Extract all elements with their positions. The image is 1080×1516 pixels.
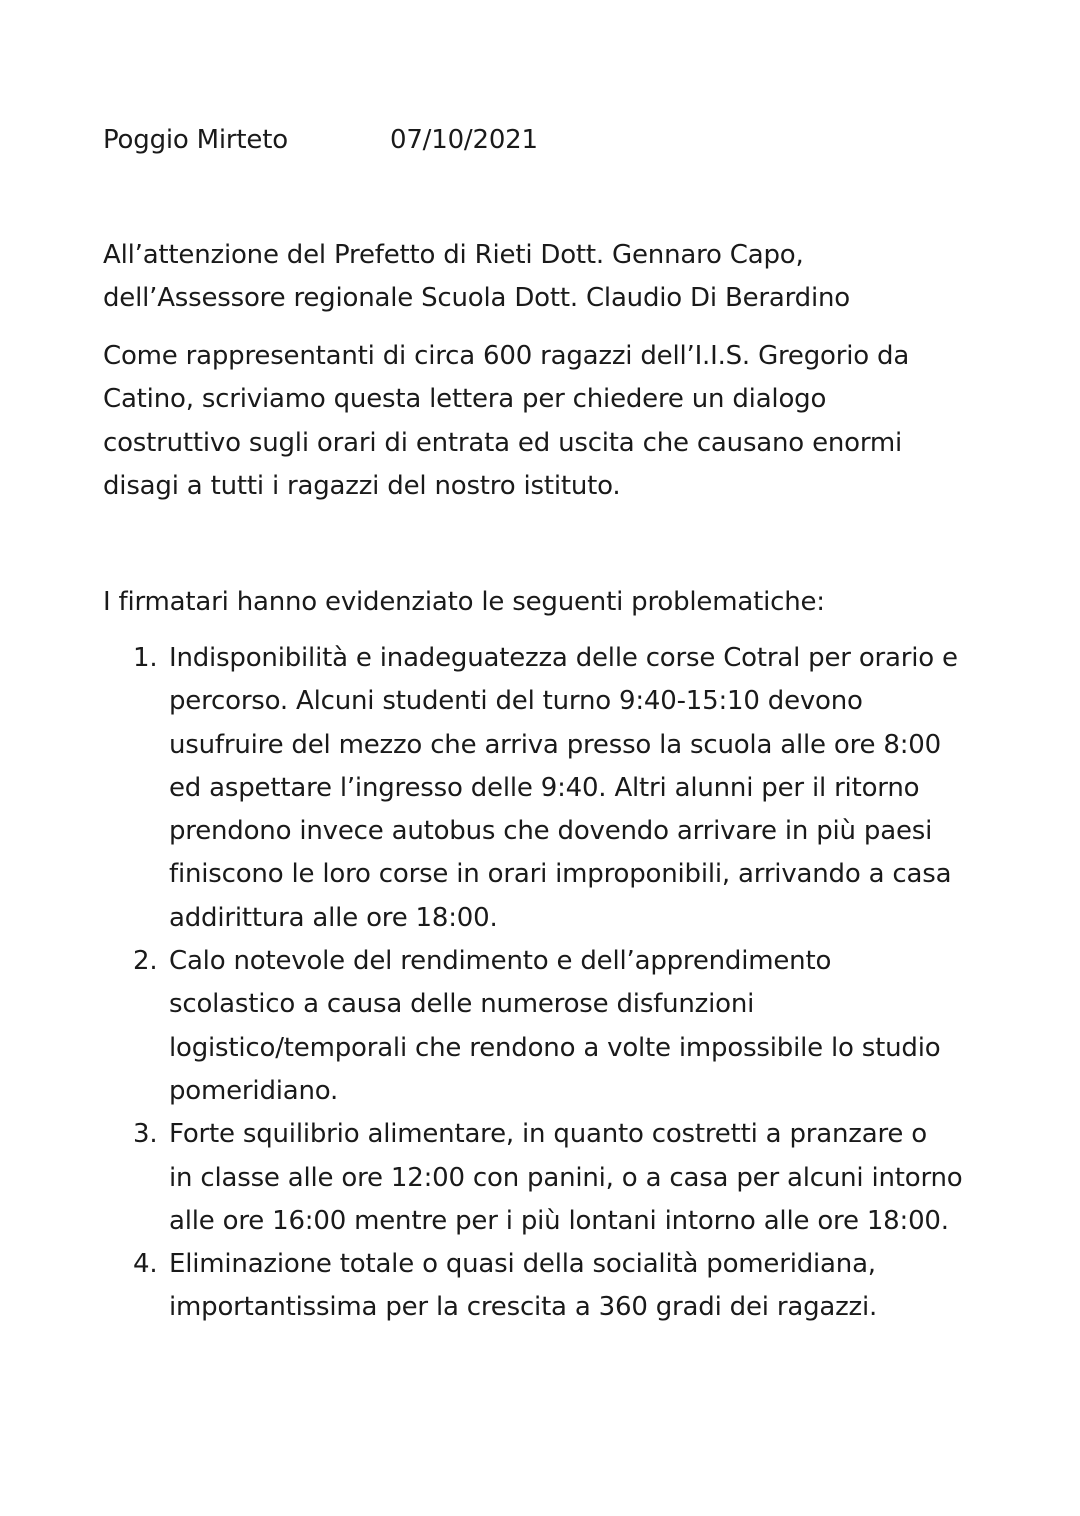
intro-line: Come rappresentanti di circa 600 ragazzi dell’I.I.S. Gregorio da xyxy=(103,341,910,371)
issues-lead: I firmatari hanno evidenziato le seguenti problematiche: xyxy=(103,587,825,617)
issue-line: alle ore 16:00 mentre per i più lontani intorno alle ore 18:00. xyxy=(169,1205,949,1236)
issue-item xyxy=(133,1243,963,1330)
issue-line: in classe alle ore 12:00 con panini, o a casa per alcuni intorno xyxy=(169,1162,963,1193)
issue-line: Forte squilibrio alimentare, in quanto costretti a pranzare o xyxy=(169,1119,927,1150)
issue-item xyxy=(133,637,963,940)
issue-number: 4. xyxy=(133,1249,158,1280)
issue-line: usufruire del mezzo che arriva presso la scuola alle ore 8:00 xyxy=(169,729,941,760)
issue-number: 3. xyxy=(133,1119,158,1150)
issue-number: 2. xyxy=(133,946,158,977)
issue-line: importantissima per la crescita a 360 gradi dei ragazzi. xyxy=(169,1292,878,1323)
issue-number: 1. xyxy=(133,643,158,673)
issue-line: Eliminazione totale o quasi della socialità pomeridiana, xyxy=(169,1249,876,1280)
intro-line: disagi a tutti i ragazzi del nostro istituto. xyxy=(103,470,621,501)
letter-date: 07/10/2021 xyxy=(390,125,538,155)
intro-line: costruttivo sugli orari di entrata ed uscita che causano enormi xyxy=(103,427,903,458)
issue-line: prendono invece autobus che dovendo arrivare in più paesi xyxy=(169,816,933,847)
issue-line: scolastico a causa delle numerose disfunzioni xyxy=(169,989,755,1020)
intro-line: Catino, scriviamo questa lettera per chiedere un dialogo xyxy=(103,384,827,415)
issue-line: ed aspettare l’ingresso delle 9:40. Altri alunni per il ritorno xyxy=(169,772,920,803)
issue-line: Calo notevole del rendimento e dell’apprendimento xyxy=(169,946,832,977)
issue-line: percorso. Alcuni studenti del turno 9:40-15:10 devono xyxy=(169,686,863,717)
issue-line: pomeridiano. xyxy=(169,1075,339,1106)
intro-paragraph xyxy=(103,335,909,508)
issues-list xyxy=(133,637,963,1330)
recipient-address xyxy=(103,234,850,321)
issue-line: Indisponibilità e inadeguatezza delle corse Cotral per orario e xyxy=(169,643,958,673)
place-name: Poggio Mirteto xyxy=(103,125,288,155)
issue-line: finiscono le loro corse in orari improponibili, arrivando a casa xyxy=(169,859,952,890)
issue-line: logistico/temporali che rendono a volte impossibile lo studio xyxy=(169,1032,941,1063)
issue-item xyxy=(133,1113,963,1243)
issue-line: addirittura alle ore 18:00. xyxy=(169,902,498,933)
address-line: All’attenzione del Prefetto di Rieti Dott. Gennaro Capo, xyxy=(103,240,804,270)
issue-item xyxy=(133,940,963,1113)
address-line: dell’Assessore regionale Scuola Dott. Claudio Di Berardino xyxy=(103,283,850,314)
